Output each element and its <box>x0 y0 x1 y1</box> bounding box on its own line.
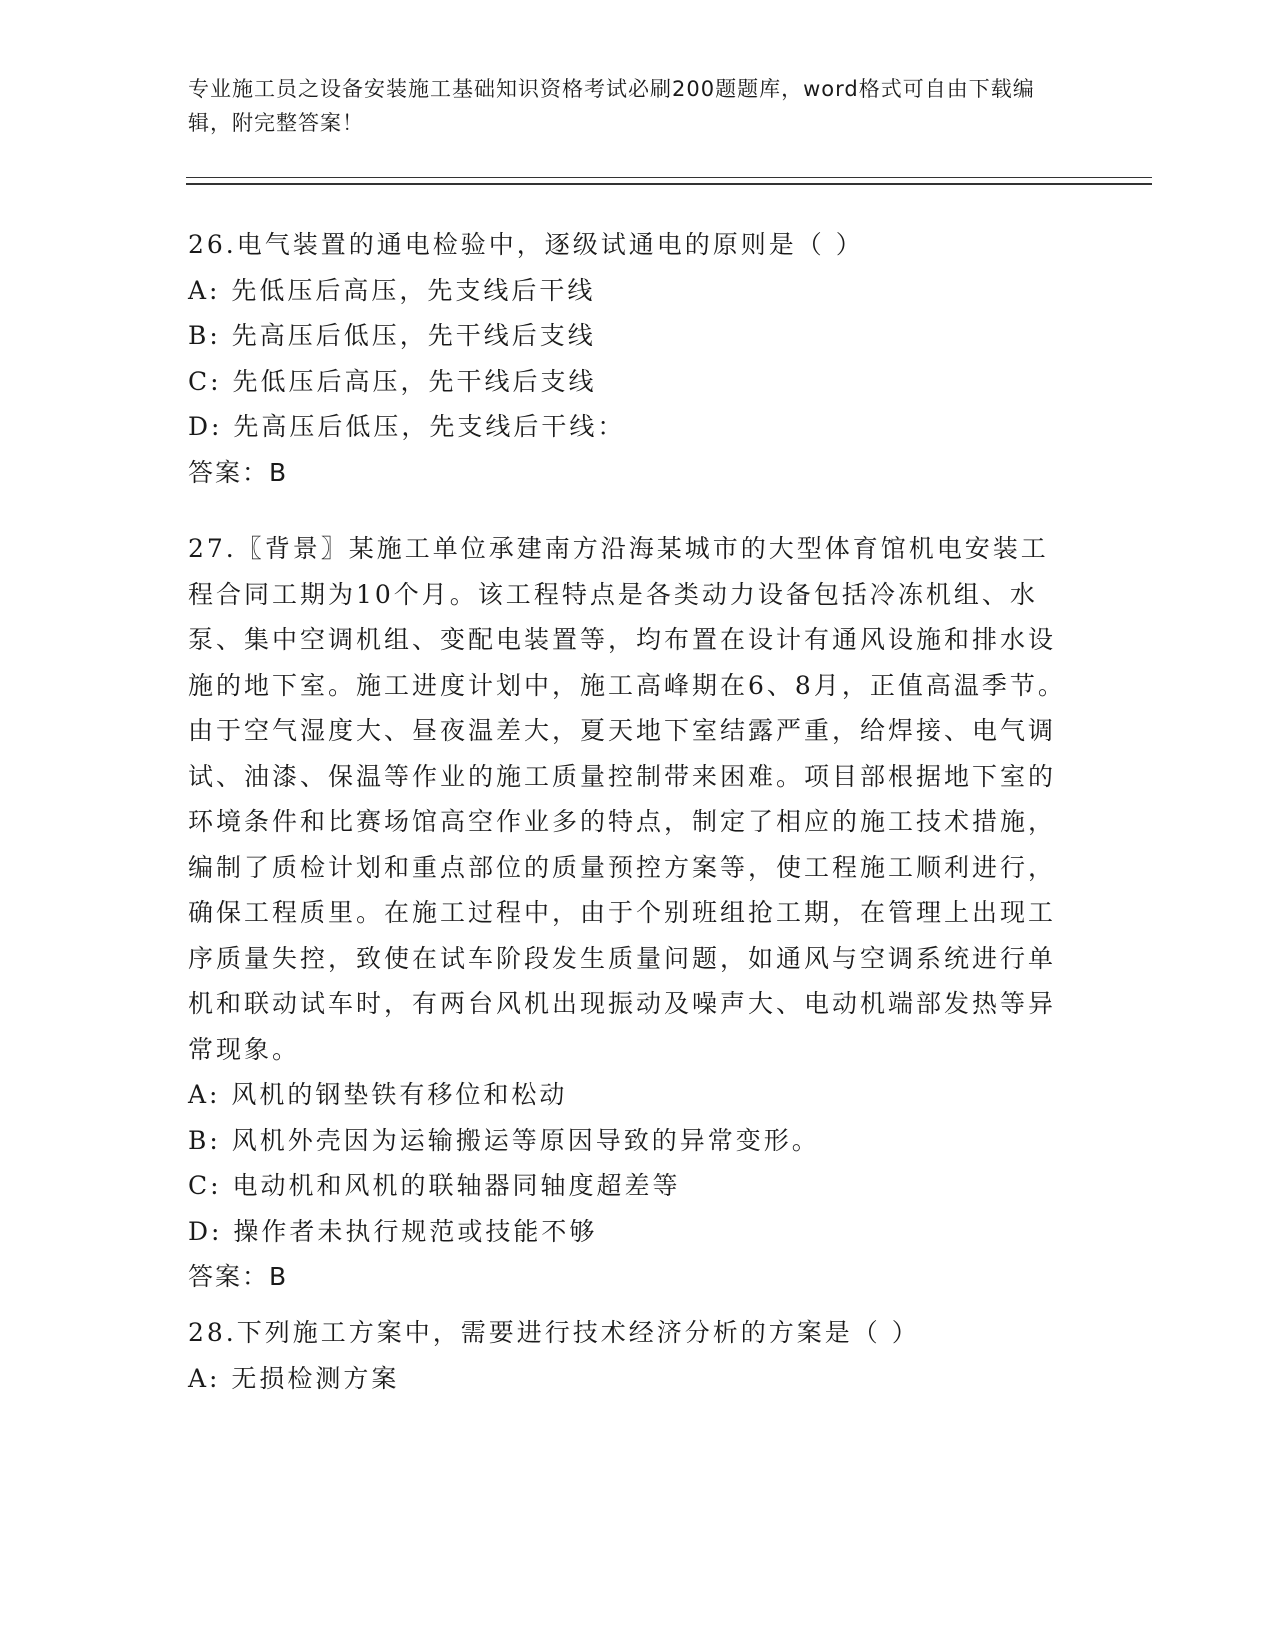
question-stem: 27.〖背景〗某施工单位承建南方沿海某城市的大型体育馆机电安装工程合同工期为10个月。该工程特点是各类动力设备包括冷冻机组、水泵、集中空调机组、变配电装置等，均布置在设计有通风设施和排水设施的地下室。施工进度计划中，施工高峰期在6、8月，正值高温季节。由于空气湿度大、昼夜温差大，夏天地下室结露严重，给焊接、电气调试、油漆、保温等作业的施工质量控制带来困难。项目部根据地下室的环境条件和比赛场馆高空作业多的特点，制定了相应的施工技术措施，编制了质检计划和重点部位的质量预控方案等，使工程施工顺利进行，确保工程质里。在施工过程中，由于个别班组抢工期，在管理上出现工序质量失控，致使在试车阶段发生质量问题，如通风与空调系统进行单机和联动试车时，有两台风机出现振动及噪声大、电动机端部发热等异常现象。 <box>188 534 1066 1064</box>
question-stem: 28.下列施工方案中，需要进行技术经济分析的方案是（ ） <box>188 1318 920 1347</box>
header-divider <box>186 177 1152 185</box>
question-27 <box>188 526 1068 1300</box>
option-b: B: 风机外壳因为运输搬运等原因导致的异常变形。 <box>188 1125 820 1155</box>
question-stem: 26.电气装置的通电检验中，逐级试通电的原则是（ ） <box>188 230 864 259</box>
question-26 <box>188 222 1068 495</box>
option-a: A: 风机的钢垫铁有移位和松动 <box>188 1080 568 1109</box>
option-b: B: 先高压后低压，先干线后支线 <box>188 321 596 350</box>
answer: 答案：B <box>188 1262 289 1291</box>
answer: 答案：B <box>188 457 289 487</box>
question-28 <box>188 1310 1068 1401</box>
option-a: A: 无损检测方案 <box>188 1363 400 1393</box>
option-d: D: 操作者未执行规范或技能不够 <box>188 1216 598 1246</box>
document-header: 专业施工员之设备安装施工基础知识资格考试必刷200题题库，word格式可自由下载编辑，附完整答案！ <box>188 77 1035 135</box>
option-d: D: 先高压后低压，先支线后干线： <box>188 412 626 441</box>
option-c: C: 电动机和风机的联轴器同轴度超差等 <box>188 1171 681 1200</box>
option-a: A: 先低压后高压，先支线后干线 <box>188 275 596 305</box>
option-c: C: 先低压后高压，先干线后支线 <box>188 366 597 396</box>
